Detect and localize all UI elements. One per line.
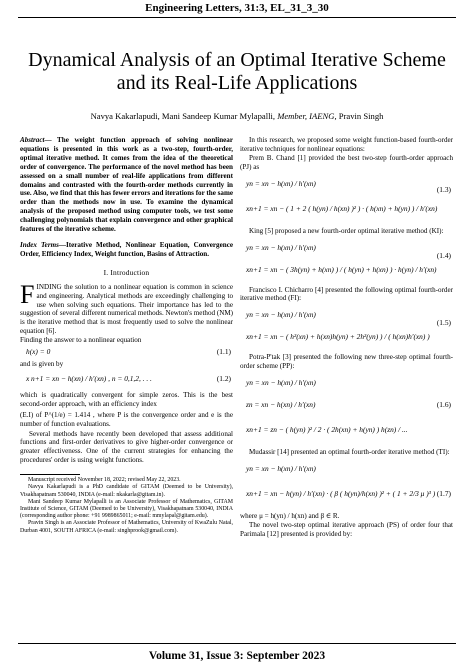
equation-1-6-line-1: yn = xn − h(xn) / h′(xn): [246, 378, 316, 388]
equation-1-1-body: h(x) = 0: [26, 347, 51, 357]
equation-1-1: [20, 345, 233, 360]
equation-1-2-body: n+1 = xn − h(xn) / h′(xn) , n = 0,1,2, . . .: [31, 373, 152, 383]
running-header: Engineering Letters, 31:3, EL_31_3_30: [145, 2, 329, 14]
equation-1-2-number: (1.2): [216, 373, 231, 383]
equation-1-3-number: (1.3): [436, 184, 451, 194]
index-terms: [20, 241, 233, 259]
right-paragraph-8: The novel two-step optimal iterative approach (PS) of order four that Parimala [12] presented is provided by:: [240, 520, 453, 538]
equation-1-7-line-2: xn+1 = xn − h(yn) / h′(xn) · ( β ( h(yn)/h(xn) )² + ( 1 + 2/3 μ )³ ): [246, 489, 436, 499]
equation-1-5-number: (1.5): [436, 318, 451, 328]
equation-1-4-line-1: yn = xn − h(xn) / h′(xn): [246, 242, 316, 252]
equation-1-5: [240, 305, 453, 349]
equation-1-6-number: (1.6): [436, 400, 451, 410]
section-heading-introduction: I. Introduction: [103, 267, 150, 277]
paper-title: Dynamical Analysis of an Optimal Iterative Scheme and its Real-Life Applications: [28, 49, 446, 94]
equation-1-3-line-2: xn+1 = xn − ( 1 + 2 ( h(yn) / h(xn) )² ) · ( h(xn) + h(yn) ) / h′(xn): [246, 203, 438, 213]
header-rule: [18, 17, 456, 18]
right-paragraph-4: Francisco I. Chicharro [4] presented the following optimal fourth-order iterative method (FI):: [240, 285, 453, 303]
footnote-manuscript: Manuscript received November 18, 2022; revised May 22, 2023.: [28, 477, 181, 484]
right-paragraph-6: Mudassir [14] presented an optimal fourth-order iterative method (TI):: [249, 448, 450, 457]
footer-rule: [18, 643, 456, 644]
right-paragraph-1: In this research, we proposed some weight function-based fourth-order iterative techniques for nonlinear equations:: [240, 136, 453, 153]
right-column: [240, 136, 453, 539]
footnotes: [20, 477, 233, 535]
intro-paragraph-6: Several methods have recently been developed that assess additional functions and first-order derivatives to give higher-order convergence or greater effectiveness. One of the current strategies for enhancing the procedures' order is using weight functions.: [20, 429, 233, 465]
intro-text-1: INDING the solution to a nonlinear equation is common in science and engineering. Analytical methods are exceedingly challenging to use when solving such equations. Their importance has led to the suggestion of several different numerical methods. Newton's method (NM) is the iterative method that is most frequently used to solve the nonlinear equation [6].: [20, 282, 233, 336]
right-paragraph-2: Prem B. Chand [1] provided the best two-step fourth-order approach (PJ) as: [240, 153, 453, 171]
equation-1-5-line-2: xn+1 = xn − ( h²(xn) + h(xn)h(yn) + 2h²(yn) ) / ( h(xn)h′(xn) ): [246, 332, 430, 342]
equation-1-6-line-3: xn+1 = zn − ( h(yn) )² / 2 · ( 2h(xn) + h(yn) ) h(zn) / ...: [246, 425, 408, 435]
abstract-text: — The weight function approach of solving nonlinear equations is presented in this work as a two-step, fourth-order, optimal iterative method. It comes from the idea of the theoretical order of convergence. The performance of the novel method has been assessed on a small number of real-life applications from different domains and contrasted with the fourth-order methods currently in use. Also, we find that this has fewer errors and iterations for the same order than the methods now in use. To examine the dynamical analysis of the proposed method using computer tools, we test some challenging polynomials that explain convergence and other graphical features of the iterative scheme.: [20, 136, 233, 234]
equation-1-3: [240, 174, 453, 223]
equation-1-7-line-1: yn = xn − h(xn) / h′(xn): [246, 464, 316, 474]
footnote-author-1: Navya Kakarlapudi is a PhD candidate of GITAM (Deemed to be University), Visakhapatnam 530040, INDIA (e-mail: nkakarla@gitam.in).: [20, 484, 233, 498]
footnote-rule: [20, 474, 80, 475]
equation-1-3-line-1: yn = xn − h(xn) / h′(xn): [246, 178, 316, 188]
equation-1-4: [240, 238, 453, 282]
index-terms-label: Index Terms: [20, 240, 59, 249]
abstract-label: Abstract: [20, 136, 45, 144]
index-terms-text: —Iterative Method, Nonlinear Equation, Convergence Order, Efficiency Index, Weight function, Basins of Attraction.: [20, 240, 233, 258]
footnote-author-2: Mani Sandeep Kumar Mylapalli is an Associate Professor of Mathematics, GITAM Institute of Science, GITAM (Deemed to be University), Visakhapatnam 530040, INDIA (corresponding author phone: +91 9989865011; e-mail: mmylapal@gitam.edu).: [20, 498, 233, 520]
authors-membership: Member, IAENG: [277, 111, 335, 121]
intro-paragraph-5: (E.I) of P^(1/e) = 1.414 , where P is the convergence order and e is the number of function evaluations.: [20, 410, 233, 428]
equation-1-2: [20, 369, 233, 391]
equation-1-4-number: (1.4): [436, 250, 451, 260]
equation-1-6-line-2: zn = xn − h(xn) / h′(xn): [246, 400, 316, 410]
intro-paragraph-2: Finding the answer to a nonlinear equation: [20, 336, 142, 345]
intro-paragraph-1: [20, 279, 233, 336]
right-paragraph-3: King [5] proposed a new fourth-order optimal iterative method (KI):: [249, 226, 444, 235]
equation-1-4-line-2: xn+1 = xn − ( 3h(yn) + h(xn) ) / ( h(yn) + h(xn) ) · h(yn) / h′(xn): [246, 264, 437, 274]
authors-names: Navya Kakarlapudi, Mani Sandeep Kumar Mylapalli,: [90, 111, 278, 121]
author-line: [20, 111, 454, 121]
abstract: [20, 136, 233, 234]
equation-1-7: [240, 459, 453, 508]
intro-paragraph-4: which is quadratically convergent for simple zeros. This is the best second-order approach, with an efficiency index: [20, 390, 233, 408]
authors-tail: , Pravin Singh: [334, 111, 384, 121]
equation-1-2-lhs: x: [26, 373, 30, 383]
equation-1-5-line-1: yn = xn − h(xn) / h′(xn): [246, 310, 316, 320]
equation-1-6: [240, 373, 453, 444]
right-paragraph-7: where μ = h(yn) / h(xn) and β ∈ R.: [240, 512, 340, 521]
drop-cap: F: [20, 279, 35, 309]
equation-1-1-number: (1.1): [216, 347, 231, 357]
equation-1-7-number: (1.7): [436, 489, 451, 499]
footnote-author-3: Pravin Singh is an Associate Professor of Mathematics, University of KwaZulu Natal, Durban 4001, SOUTH AFRICA (e-mail: singhprook@gmail.com).: [20, 520, 233, 534]
intro-paragraph-3: and is given by: [20, 360, 64, 369]
page-footer: Volume 31, Issue 3: September 2023: [148, 650, 326, 662]
right-paragraph-5: Potra-P'tak [3] presented the following new three-step optimal fourth-order scheme (PP):: [240, 353, 453, 371]
left-column: [20, 136, 233, 535]
